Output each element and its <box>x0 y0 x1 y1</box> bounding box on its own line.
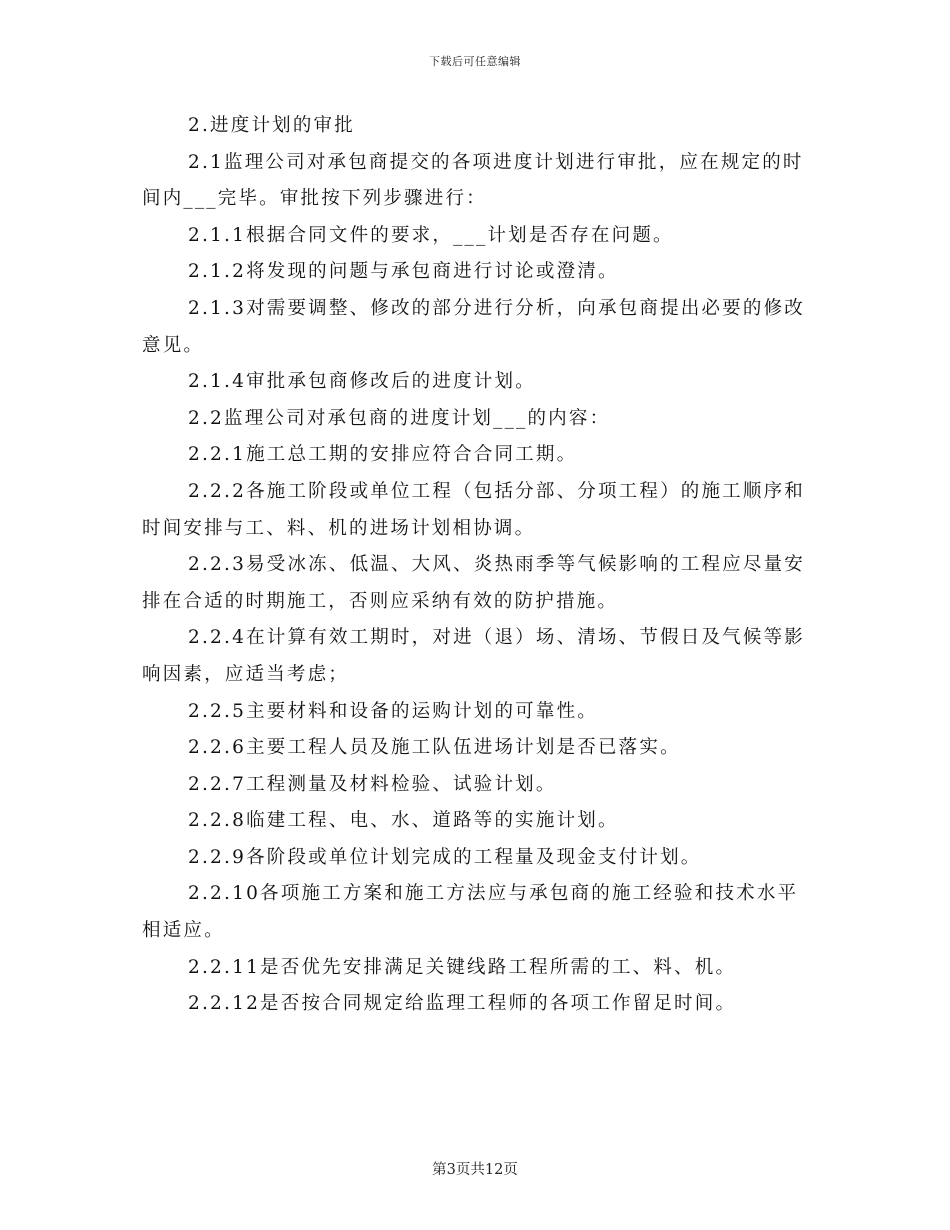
section-heading: 2.进度计划的审批 <box>188 115 355 136</box>
paragraph: 2.2.3易受冰冻、低温、大风、炎热雨季等气候影响的工程应尽量安排在合适的时期施工，否则应采纳有效的防护措施。 <box>142 554 805 612</box>
paragraph: 2.2.10各项施工方案和施工方法应与承包商的施工经验和技术水平相适应。 <box>142 883 799 942</box>
paragraph: 2.1.1根据合同文件的要求，___计划是否存在问题。 <box>188 224 674 246</box>
paragraph: 2.1.4审批承包商修改后的进度计划。 <box>188 371 536 393</box>
paragraph: 2.2.11是否优先安排满足关键线路工程所需的工、料、机。 <box>188 956 737 978</box>
document-body <box>142 108 812 1023</box>
paragraph: 2.2.9各阶段或单位计划完成的工程量及现金支付计划。 <box>188 846 702 868</box>
page-number-footer: 第3页共12页 <box>432 1162 518 1178</box>
paragraph: 2.1监理公司对承包商提交的各项进度计划进行审批，应在规定的时间内___完毕。审批按下列步骤进行： <box>142 151 804 210</box>
paragraph: 2.2.12是否按合同规定给监理工程师的各项工作留足时间。 <box>188 993 737 1015</box>
paragraph: 2.2.5主要材料和设备的运购计划的可靠性。 <box>188 700 598 722</box>
paragraph: 2.2.4在计算有效工期时，对进（退）场、清场、节假日及气候等影响因素，应适当考虑； <box>142 627 805 685</box>
paragraph: 2.2.8临建工程、电、水、道路等的实施计划。 <box>188 810 619 832</box>
paragraph: 2.1.3对需要调整、修改的部分进行分析，向承包商提出必要的修改意见。 <box>142 297 805 356</box>
paragraph: 2.2.2各施工阶段或单位工程（包括分部、分项工程）的施工顺序和时间安排与工、料、机的进场计划相协调。 <box>142 480 805 539</box>
paragraph: 2.2.1施工总工期的安排应符合合同工期。 <box>188 444 578 466</box>
paragraph: 2.2.6主要工程人员及施工队伍进场计划是否已落实。 <box>188 737 681 759</box>
paragraph: 2.1.2将发现的问题与承包商进行讨论或澄清。 <box>188 261 619 283</box>
page-header: 下载后可任意编辑 <box>429 55 521 68</box>
paragraph: 2.2监理公司对承包商的进度计划___的内容： <box>188 407 611 429</box>
paragraph: 2.2.7工程测量及材料检验、试验计划。 <box>188 773 557 795</box>
